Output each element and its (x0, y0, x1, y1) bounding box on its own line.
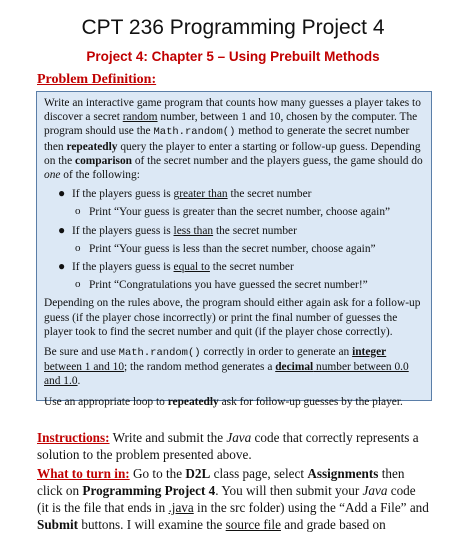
text-d2l: D2L (185, 466, 211, 481)
bullet-icon: ● (58, 186, 66, 201)
text-decimal: decimal (275, 361, 314, 374)
text-run: Write an interactive game program that counts how many guesses a player takes to discover a secret (44, 97, 421, 124)
text-run: code (it is the file that ends in (37, 483, 416, 515)
problem-paragraph-1 (44, 96, 423, 182)
text-programming-project-4: Programming Project 4 (82, 483, 216, 498)
text-run: then click on (37, 466, 405, 498)
text-run: If the players guess is (72, 188, 174, 201)
condition-list (44, 187, 423, 292)
instructions-section (37, 429, 429, 463)
text-comparison: comparison (75, 154, 132, 167)
problem-paragraph-4 (44, 395, 423, 409)
text-run: . (77, 375, 81, 388)
text-run: If the players guess is (72, 224, 174, 237)
condition-sub-item (44, 278, 423, 292)
text-repeatedly: repeatedly (167, 395, 219, 408)
instructions-label: Instructions: (37, 430, 110, 445)
text-run: Use an appropriate loop to (44, 395, 168, 408)
text-run: Write and submit the (109, 430, 227, 445)
text-run: ask for follow-up guesses by the player. (218, 395, 403, 408)
condition-sub-item (44, 205, 423, 219)
turn-in-label: What to turn in: (37, 466, 130, 481)
problem-definition-heading: Problem Definition: (37, 72, 157, 87)
text-run: the secret number (209, 261, 294, 274)
sub-text: Print “Congratulations you have guessed the secret number!” (89, 279, 368, 292)
text-run: buttons. I will examine the (78, 517, 226, 532)
turn-in-section (37, 465, 429, 533)
text-run: the secret number (213, 224, 297, 237)
text-run: Go to the (129, 466, 186, 481)
sub-text: Print “Your guess is less than the secret number, choose again” (89, 242, 376, 255)
text-equal-to: equal to (173, 261, 210, 274)
document-title: CPT 236 Programming Project 4 (81, 16, 385, 39)
circle-bullet-icon: o (75, 241, 81, 254)
text-java-extension: .java (168, 500, 194, 515)
text-integer: integer (352, 346, 387, 359)
text-one: one (44, 169, 61, 182)
text-run: code that correctly represents a solution to the problem presented above. (37, 430, 419, 462)
text-assignments: Assignments (307, 466, 379, 481)
text-run: in the src folder) using the “Add a File” and (193, 500, 429, 515)
text-run: correctly in order to generate an (200, 346, 353, 359)
text-source-file: source file (225, 517, 281, 532)
text-run: and grade based on (280, 517, 386, 532)
code-math-random: Math.random() (118, 347, 201, 360)
sub-text: Print “Your guess is greater than the secret number, choose again” (89, 206, 391, 219)
text-run: of the following: (60, 169, 140, 182)
problem-definition-box (36, 91, 432, 408)
text-number-range: number between 0.0 and 1.0 (44, 361, 409, 388)
text-run: ; the random method generates a (124, 361, 276, 374)
text-between-1-and-10: between 1 and 10 (44, 361, 125, 374)
text-submit: Submit (37, 517, 79, 532)
text-java: Java (362, 483, 388, 498)
bullet-icon: ● (58, 222, 66, 237)
circle-bullet-icon: o (75, 205, 81, 218)
text-run: of the secret number and the players guess, the game should do (131, 154, 423, 167)
condition-item (44, 187, 423, 219)
problem-paragraph-3 (44, 345, 423, 389)
text-run: . You will then submit your (215, 483, 363, 498)
text-run: Be sure and use (44, 346, 119, 359)
text-greater-than: greater than (173, 188, 228, 201)
text-run: number, between 1 and 10, chosen by the computer. The program should use the (44, 111, 418, 138)
text-java: Java (226, 430, 252, 445)
condition-item (44, 224, 423, 256)
problem-paragraph-2: Depending on the rules above, the program should either again ask for a follow-up guess (if the player chose incorrectly) or print the final number of guesses the player took to find the secret number and quit (if the player chose correctly). (44, 297, 421, 338)
code-math-random: Math.random() (153, 126, 236, 139)
text-run: the secret number (227, 188, 312, 201)
text-run: query the player to enter a starting or follow-up guess. Depending on the (44, 140, 421, 167)
condition-item (44, 260, 423, 292)
text-less-than: less than (173, 224, 214, 237)
text-run: method to generate the secret number then (44, 125, 410, 153)
text-repeatedly: repeatedly (66, 140, 118, 153)
condition-sub-item (44, 242, 423, 256)
text-random: random (122, 111, 158, 124)
text-run: If the players guess is (72, 261, 174, 274)
text-run: class page, select (210, 466, 308, 481)
circle-bullet-icon: o (75, 278, 81, 291)
document-subtitle: Project 4: Chapter 5 – Using Prebuilt Methods (86, 49, 380, 64)
bullet-icon: ● (58, 259, 66, 274)
